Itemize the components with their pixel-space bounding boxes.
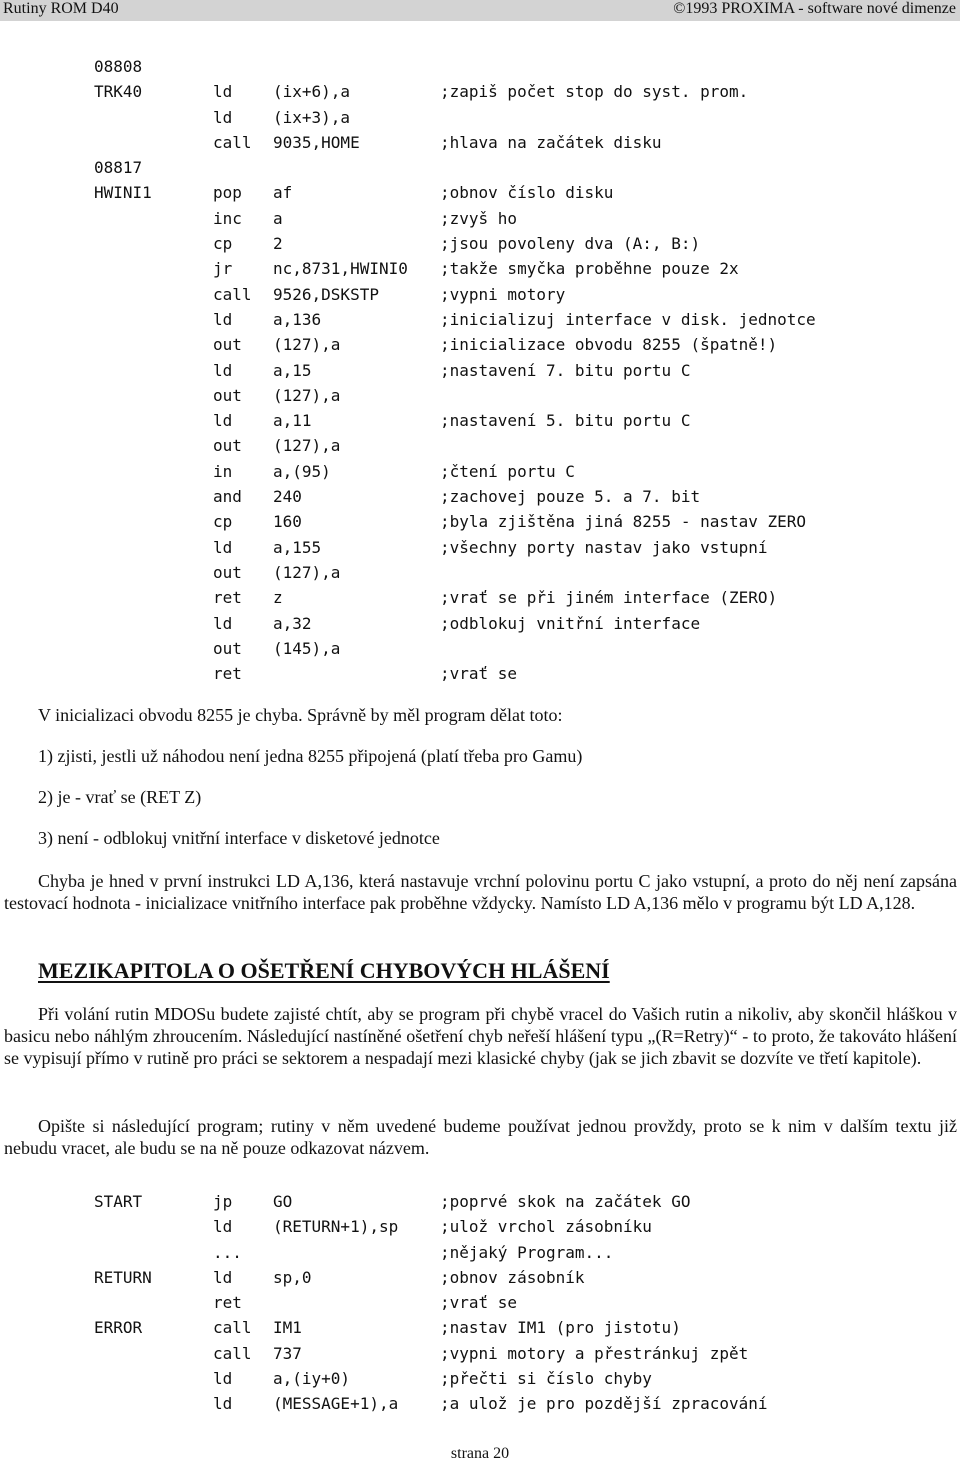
code-opcode: ld <box>213 613 233 633</box>
code-opcode: call <box>213 132 252 152</box>
code-opcode: out <box>213 638 242 658</box>
code-comment: ;vrať se při jiném interface (ZERO) <box>440 588 778 608</box>
code-operand: GO <box>273 1192 293 1211</box>
code-opcode: jp <box>213 1192 233 1211</box>
code-comment: ;vrať se <box>440 1293 518 1313</box>
code-comment: ;a ulož je pro pozdější zpracování <box>440 1394 768 1414</box>
code-opcode: jr <box>213 259 233 279</box>
code-comment: ;vypni motory <box>440 284 566 304</box>
code-comment: ;odblokuj vnitřní interface <box>440 613 701 633</box>
list-item: 3) není - odblokuj vnitřní interface v disketové jednotce <box>38 828 440 848</box>
code-opcode: ld <box>213 107 233 127</box>
bug-paragraph: Chyba je hned v první instrukci LD A,136, která nastavuje vrchní polovinu portu C jako vstupní, a proto do něj není zapsána testovací hodnota - inicializace vnitřního interface pak proběhne vždycky. Namísto LD A,136 mělo v programu být LD A,128. <box>4 871 957 913</box>
code-operand: a,32 <box>273 613 312 633</box>
program-intro-paragraph <box>4 1115 957 1159</box>
code-label: START <box>94 1192 143 1211</box>
code-comment: ;zvyš ho <box>440 208 518 228</box>
code-opcode: ld <box>213 309 233 329</box>
code-operand: a <box>273 208 283 228</box>
code-comment: ;byla zjištěna jiná 8255 - nastav ZERO <box>440 512 807 532</box>
code-opcode: ld <box>213 360 233 380</box>
page-number: strana 20 <box>450 1445 510 1462</box>
code-opcode: ld <box>213 537 233 557</box>
code-comment: ;obnov číslo disku <box>440 183 614 203</box>
code-opcode: ld <box>213 1217 233 1237</box>
code-opcode: ld <box>213 1394 233 1414</box>
code-label: HWINI1 <box>94 183 152 203</box>
code-label: ERROR <box>94 1318 143 1338</box>
paragraph: Opište si následující program; rutiny v něm uvedené budeme používat jednou provždy, proto se k nim v dalším textu již nebudu vracet, ale budu se na ně pouze odkazovat názvem. <box>4 1116 957 1158</box>
code-opcode: inc <box>213 208 242 228</box>
code-operand: a,15 <box>273 360 312 380</box>
paragraph: Při volání rutin MDOSu budete zajisté chtít, aby se program při chybě vracel do Vašich rutin a nikoliv, aby skončil hláškou v basicu nebo náhlým zhroucením. Následující nastíněné ošetření chyb neřeší hlášení typu „(R=Retry)“ - to proto, že takováto hlášení se vypisují přímo v rutině pro práci se sektorem a nespadají mezi klasické chyby (jak se jich zbavit se dozvíte ve třetí kapitole). <box>4 1004 957 1068</box>
code-label: 08817 <box>94 158 143 178</box>
code-operand: (127),a <box>273 562 341 582</box>
code-comment: ;čtení portu C <box>440 461 575 481</box>
header-copyright: ©1993 PROXIMA - software nové dimenze <box>673 0 956 17</box>
code-comment: ;vrať se <box>440 664 518 684</box>
list-item: 1) zjisti, jestli už náhodou není jedna 8255 připojená (platí třeba pro Gamu) <box>38 746 583 766</box>
code-label: TRK40 <box>94 82 143 102</box>
code-comment: ;inicializuj interface v disk. jednotce <box>440 309 816 329</box>
code-opcode: call <box>213 284 252 304</box>
header-title: Rutiny ROM D40 <box>3 0 119 17</box>
code-operand: (RETURN+1),sp <box>273 1217 399 1237</box>
error-handling-paragraph <box>4 1003 957 1069</box>
code-opcode: and <box>213 487 242 507</box>
code-operand: (MESSAGE+1),a <box>273 1394 399 1414</box>
code-operand: a,155 <box>273 537 322 557</box>
code-operand: z <box>273 588 283 608</box>
code-operand: IM1 <box>273 1318 302 1338</box>
code-operand: sp,0 <box>273 1267 312 1287</box>
code-comment: ;nastavení 7. bitu portu C <box>440 360 691 380</box>
error-note: V inicializaci obvodu 8255 je chyba. Správně by měl program dělat toto: <box>38 705 563 725</box>
code-comment: ;jsou povoleny dva (A:, B:) <box>440 234 701 254</box>
code-opcode: in <box>213 461 233 481</box>
code-opcode: out <box>213 385 242 405</box>
code-opcode: ret <box>213 1293 242 1313</box>
code-opcode: ld <box>213 411 233 431</box>
code-comment: ;vypni motory a přestránkuj zpět <box>440 1343 749 1363</box>
code-operand: 9526,DSKSTP <box>273 284 379 304</box>
section-heading: MEZIKAPITOLA O OŠETŘENÍ CHYBOVÝCH HLÁŠENÍ <box>38 958 610 983</box>
code-comment: ;ulož vrchol zásobníku <box>440 1217 652 1237</box>
code-opcode: out <box>213 562 242 582</box>
code-comment: ;zapiš počet stop do syst. prom. <box>440 82 749 102</box>
list-item: 2) je - vrať se (RET Z) <box>38 787 202 807</box>
code-comment: ;nastav IM1 (pro jistotu) <box>440 1318 681 1338</box>
code-opcode: ret <box>213 664 242 684</box>
code-opcode: out <box>213 335 242 355</box>
code-operand: a,(95) <box>273 461 331 481</box>
code-opcode: ret <box>213 588 242 608</box>
code-opcode: cp <box>213 512 233 532</box>
code-operand: (127),a <box>273 385 341 405</box>
code-opcode: call <box>213 1343 252 1363</box>
code-comment: ;poprvé skok na začátek GO <box>440 1192 691 1211</box>
code-operand: 9035,HOME <box>273 132 360 152</box>
code-comment: ;hlava na začátek disku <box>440 132 662 152</box>
code-operand: a,(iy+0) <box>273 1369 351 1389</box>
code-operand: (ix+3),a <box>273 107 351 127</box>
code-comment: ;všechny porty nastav jako vstupní <box>440 537 768 557</box>
code-operand: a,11 <box>273 411 312 431</box>
code-comment: ;obnov zásobník <box>440 1267 585 1287</box>
code-operand: 737 <box>273 1343 302 1363</box>
code-opcode: pop <box>213 183 242 203</box>
steps-list <box>38 745 938 849</box>
code-opcode: cp <box>213 234 233 254</box>
code-operand: a,136 <box>273 309 322 329</box>
code-operand: (127),a <box>273 436 341 456</box>
code-operand: 160 <box>273 512 302 532</box>
code-comment: ;přečti si číslo chyby <box>440 1369 652 1389</box>
code-opcode: out <box>213 436 242 456</box>
code-comment: ;zachovej pouze 5. a 7. bit <box>440 487 701 507</box>
code-operand: (145),a <box>273 638 341 658</box>
intro-paragraph <box>38 704 938 726</box>
code-operand: nc,8731,HWINI0 <box>273 259 408 279</box>
code-opcode: call <box>213 1318 252 1338</box>
code-comment: ;takže smyčka proběhne pouze 2x <box>440 259 739 279</box>
code-comment: ;inicializace obvodu 8255 (špatně!) <box>440 335 778 355</box>
code-opcode: ld <box>213 82 233 102</box>
code-opcode: ld <box>213 1267 233 1287</box>
bug-explanation <box>4 870 957 914</box>
code-label: 08808 <box>94 57 143 76</box>
code-comment: ;nastavení 5. bitu portu C <box>440 411 691 431</box>
code-operand: (127),a <box>273 335 341 355</box>
code-operand: af <box>273 183 293 203</box>
code-operand: 2 <box>273 234 283 254</box>
code-comment: ;nějaký Program... <box>440 1242 614 1262</box>
code-label: RETURN <box>94 1267 152 1287</box>
code-operand: (ix+6),a <box>273 82 351 102</box>
code-opcode: ld <box>213 1369 233 1389</box>
code-opcode: ... <box>213 1242 242 1262</box>
page-header <box>0 0 960 21</box>
code-operand: 240 <box>273 487 302 507</box>
